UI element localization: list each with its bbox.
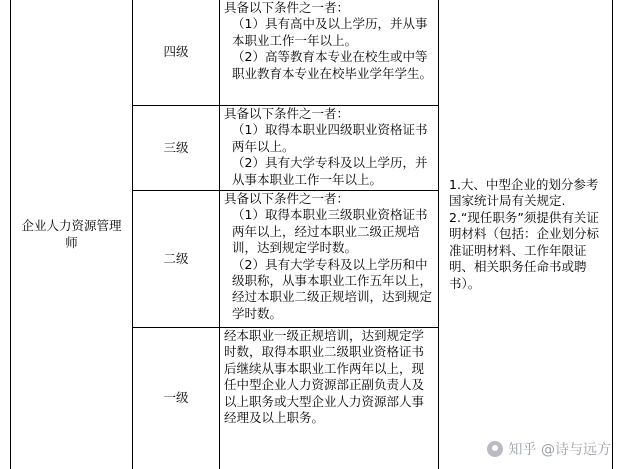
watermark-text: 知乎 @诗与远方: [508, 442, 611, 458]
level-cell-3: [133, 106, 219, 190]
level-label: 四级: [163, 44, 189, 60]
condition-intro: 具备以下条件之一者：: [224, 191, 350, 206]
condition-intro: 具备以下条件之一者：: [224, 106, 350, 121]
table-border-right: [612, 0, 613, 469]
condition-item: （1）具有高中及以上学历，并从事本职业工作一年以上。: [232, 16, 428, 48]
condition-item: （2）具有大学专科及以上学历，并从事本职业工作一年以上。: [232, 155, 428, 187]
occupation-cell: [11, 0, 132, 469]
level-label: 二级: [163, 250, 189, 266]
conditions-cell-1: [220, 328, 438, 469]
notes-text: 1.大、中型企业的划分参考国家统计局有关规定. 2.“现任职务”须提供有关证明材料（包括：企业划分标准证明材料、工作年限证明、相关职务任命书或聘书）。: [449, 177, 600, 291]
occupation-label: 企业人力资源管理师: [21, 218, 122, 250]
watermark: [487, 439, 611, 459]
condition-item: （2）高等教育本专业在校生或中等职业教育本专业在校毕业学年学生。: [232, 49, 433, 81]
condition-item: （2）具有大学专科及以上学历和中级职称，从事本职业工作五年以上，经过本职业二级正规培训，达到规定学时数。: [232, 256, 433, 321]
conditions-cell-3: [220, 106, 438, 190]
conditions-cell-2: [220, 191, 438, 327]
condition-item: （1）取得本职业三级职业资格证书两年以上，经过本职业二级正规培训，达到规定学时数。: [232, 207, 428, 256]
zhihu-icon: [487, 441, 503, 457]
conditions-cell-4: [220, 0, 438, 105]
level-label: 一级: [163, 390, 189, 406]
level-cell-2: [133, 191, 219, 327]
notes-cell: [439, 0, 612, 469]
level-label: 三级: [163, 139, 189, 155]
level-cell-4: [133, 0, 219, 105]
condition-text: 经本职业一级正规培训，达到规定学时数，取得本职业二级职业资格证书后继续从事本职业工作两年以上，现任中型企业人力资源部正副负责人及以上职务或大型企业人力资源部人事经理及以上职务。: [224, 328, 425, 426]
level-cell-1: [133, 328, 219, 469]
condition-intro: 具备以下条件之一者：: [224, 0, 350, 15]
condition-item: （1）取得本职业四级职业资格证书两年以上。: [232, 122, 428, 154]
